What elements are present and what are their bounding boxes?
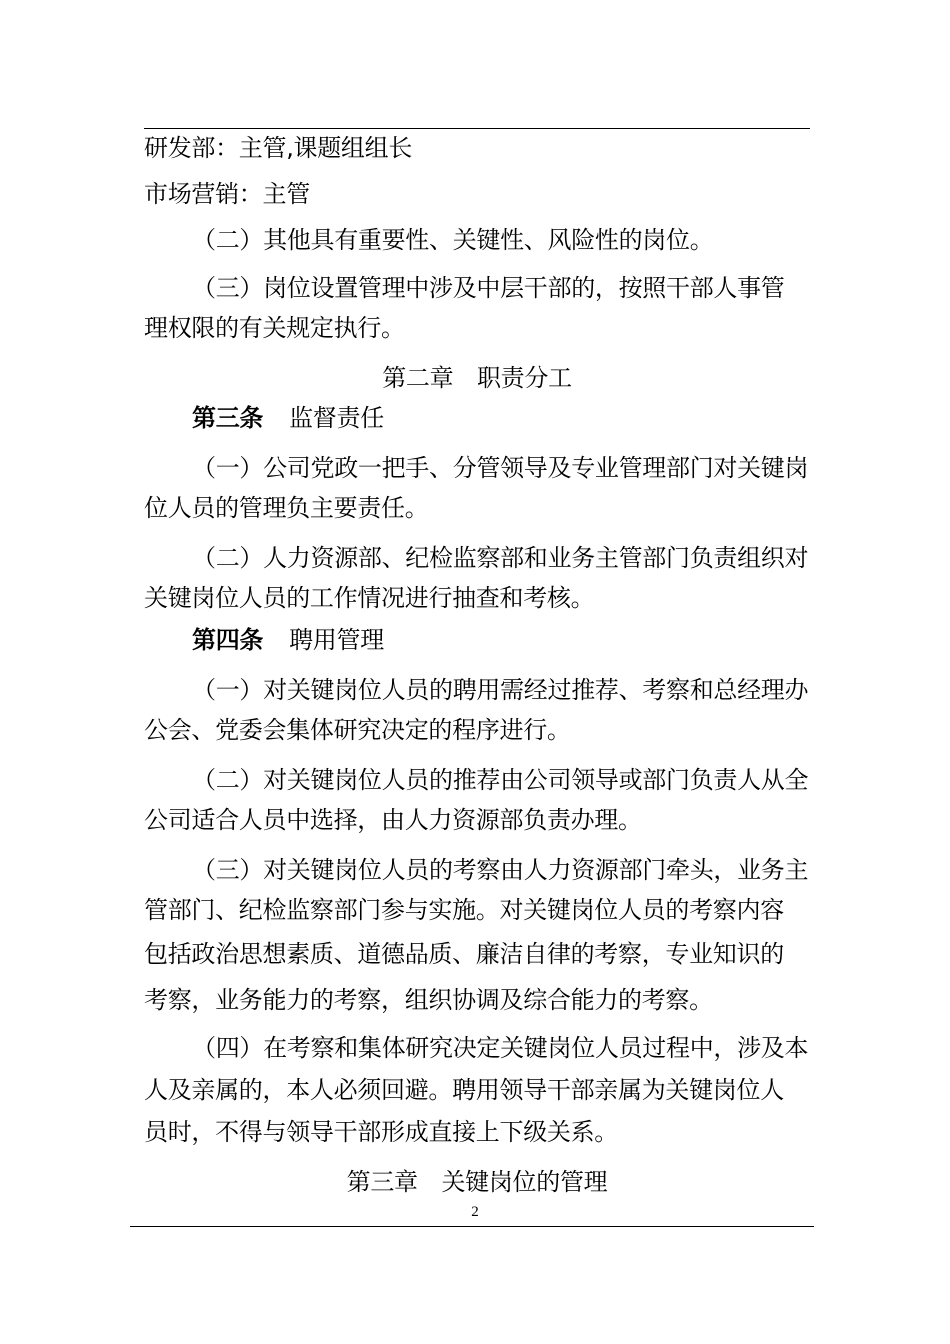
text-line: 研发部：主管,课题组组长 <box>144 134 413 162</box>
article-title: 聘用管理 <box>289 626 384 654</box>
text-line: （三）岗位设置管理中涉及中层干部的，按照干部人事管 <box>192 274 785 302</box>
text-line: 公司适合人员中选择，由人力资源部负责办理。 <box>144 806 642 834</box>
text-line: （二）人力资源部、纪检监察部和业务主管部门负责组织对 <box>192 544 809 572</box>
text-line: （三）对关键岗位人员的考察由人力资源部门牵头，业务主 <box>192 856 809 884</box>
text-line: 理权限的有关规定执行。 <box>144 314 405 342</box>
article-heading <box>192 620 384 660</box>
text-line: （二）对关键岗位人员的推荐由公司领导或部门负责人从全 <box>192 766 809 794</box>
article-title: 监督责任 <box>289 404 384 432</box>
text-line: 人及亲属的，本人必须回避。聘用领导干部亲属为关键岗位人 <box>144 1076 784 1104</box>
chapter-heading: 第二章 职责分工 <box>382 364 572 392</box>
text-line: 公会、党委会集体研究决定的程序进行。 <box>144 716 571 744</box>
chapter-heading: 第三章 关键岗位的管理 <box>346 1168 608 1196</box>
text-line: 包括政治思想素质、道德品质、廉洁自律的考察，专业知识的 <box>144 940 784 968</box>
text-line: （四）在考察和集体研究决定关键岗位人员过程中，涉及本 <box>192 1034 809 1062</box>
page-number: 2 <box>471 1204 479 1220</box>
text-line: 考察，业务能力的考察，组织协调及综合能力的考察。 <box>144 986 713 1014</box>
text-line: （一）公司党政一把手、分管领导及专业管理部门对关键岗 <box>192 454 809 482</box>
text-line: 市场营销：主管 <box>144 180 310 208</box>
text-line: 关键岗位人员的工作情况进行抽查和考核。 <box>144 584 595 612</box>
text-line: （二）其他具有重要性、关键性、风险性的岗位。 <box>192 226 714 254</box>
text-line: 管部门、纪检监察部门参与实施。对关键岗位人员的考察内容 <box>144 896 784 924</box>
footer-rule <box>130 1226 814 1227</box>
text-line: （一）对关键岗位人员的聘用需经过推荐、考察和总经理办 <box>192 676 809 704</box>
article-label: 第四条 <box>192 626 264 654</box>
article-label: 第三条 <box>192 404 264 432</box>
article-heading <box>192 398 384 438</box>
text-line: 位人员的管理负主要责任。 <box>144 494 429 522</box>
text-line: 员时，不得与领导干部形成直接上下级关系。 <box>144 1118 618 1146</box>
